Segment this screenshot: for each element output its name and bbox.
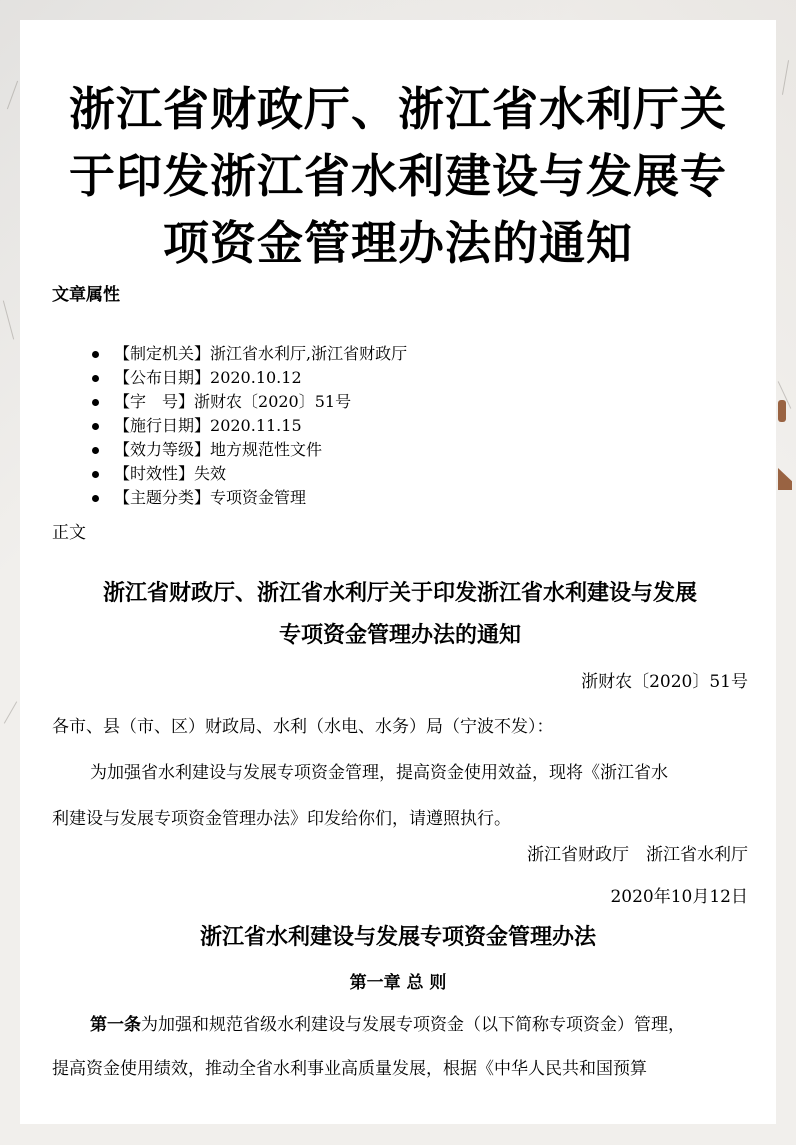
attribute-value: 2020.11.15	[210, 416, 302, 435]
attribute-item	[92, 390, 407, 414]
attribute-item	[92, 462, 407, 486]
bullet-icon	[92, 471, 99, 478]
article-text: 为加强和规范省级水利建设与发展专项资金（以下简称专项资金）管理，	[141, 1015, 685, 1035]
page-title	[20, 76, 776, 277]
attribute-item	[92, 438, 407, 462]
attribute-item	[92, 486, 407, 510]
chapter-heading: 第一章 总 则	[349, 973, 447, 993]
bullet-icon	[92, 423, 99, 430]
notice-title-line: 专项资金管理办法的通知	[278, 622, 521, 648]
page-title-line: 浙江省财政厅、浙江省水利厅关	[69, 82, 727, 136]
article-line: 提高资金使用绩效，推动全省水利事业高质量发展，根据《中华人民共和国预算	[52, 1059, 647, 1079]
attribute-key: 【施行日期】	[114, 416, 211, 435]
bullet-icon	[92, 495, 99, 502]
attribute-key: 【时效性】	[114, 464, 195, 483]
attribute-key: 【效力等级】	[114, 440, 211, 459]
bullet-icon	[92, 399, 99, 406]
signatories: 浙江省财政厅 浙江省水利厅	[527, 845, 748, 865]
attribute-key: 【公布日期】	[114, 368, 211, 387]
bullet-icon	[92, 351, 99, 358]
measures-title: 浙江省水利建设与发展专项资金管理办法	[199, 924, 596, 950]
attribute-value: 专项资金管理	[210, 488, 307, 507]
attributes-heading: 文章属性	[52, 285, 120, 305]
attribute-value: 浙财农〔2020〕51号	[194, 392, 352, 411]
attribute-item	[92, 414, 407, 438]
bullet-icon	[92, 375, 99, 382]
attribute-key: 【制定机关】	[114, 344, 211, 363]
attribute-key: 【主题分类】	[114, 488, 211, 507]
page-title-line: 项资金管理办法的通知	[163, 216, 633, 270]
addressee: 各市、县（市、区）财政局、水利（水电、水务）局（宁波不发）：	[52, 717, 554, 737]
attribute-value: 2020.10.12	[210, 368, 302, 387]
attribute-item	[92, 342, 407, 366]
attributes-list	[92, 342, 407, 510]
document-number: 浙财农〔2020〕51号	[581, 672, 748, 692]
issue-date: 2020年10月12日	[610, 887, 748, 907]
attribute-item	[92, 366, 407, 390]
background-accent	[778, 400, 786, 422]
body-heading: 正文	[52, 523, 86, 543]
bullet-icon	[92, 447, 99, 454]
document-page	[20, 20, 776, 1124]
attribute-value: 地方规范性文件	[210, 440, 323, 459]
page-title-line: 于印发浙江省水利建设与发展专	[69, 149, 727, 203]
paragraph-line: 为加强省水利建设与发展专项资金管理，提高资金使用效益，现将《浙江省水	[90, 763, 668, 783]
article-line	[90, 1010, 685, 1035]
article-label: 第一条	[90, 1015, 141, 1035]
paragraph-line: 利建设与发展专项资金管理办法》印发给你们，请遵照执行。	[52, 809, 511, 829]
attribute-key: 【字 号】	[114, 392, 195, 411]
notice-title-line: 浙江省财政厅、浙江省水利厅关于印发浙江省水利建设与发展	[102, 580, 697, 606]
attribute-value: 失效	[194, 464, 227, 483]
attribute-value: 浙江省水利厅,浙江省财政厅	[210, 344, 408, 363]
